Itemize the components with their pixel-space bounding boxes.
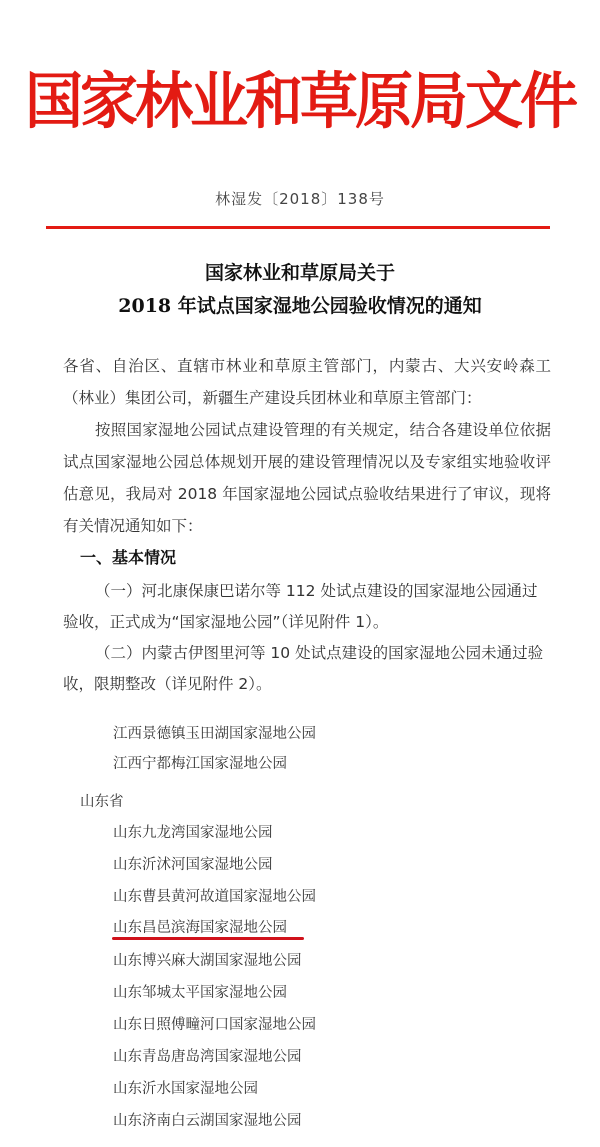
list-item: 山东日照傅疃河口国家湿地公园 (113, 1017, 316, 1033)
section-heading: 一、基本情况 (80, 548, 177, 567)
recipients (63, 350, 551, 414)
highlight-underline (112, 937, 304, 940)
item-1: （一）河北康保康巴诺尔等 112 处试点建设的国家湿地公园通过验收，正式成为“国家湿地公园”（详见附件 1）。 (63, 582, 538, 631)
list-item: 山东九龙湾国家湿地公园 (113, 825, 273, 841)
item-2: （二）内蒙古伊图里河等 10 处试点建设的国家湿地公园未通过验收，限期整改（详见附件 2）。 (63, 644, 544, 693)
list-item: 江西宁都梅江国家湿地公园 (113, 756, 287, 772)
list-item: 山东济南白云湖国家湿地公园 (113, 1113, 302, 1129)
intro-paragraph (63, 414, 551, 542)
document-number: 林湿发〔2018〕138号 (215, 190, 385, 208)
recipients-text: 各省、自治区、直辖市林业和草原主管部门，内蒙古、大兴安岭森工（林业）集团公司，新疆生产建设兵团林业和草原主管部门： (63, 357, 551, 407)
list-item: 江西景德镇玉田湖国家湿地公园 (113, 726, 316, 742)
list-item: 山东邹城太平国家湿地公园 (113, 985, 287, 1001)
list-item: 山东青岛唐岛湾国家湿地公园 (113, 1049, 302, 1065)
intro-text: 按照国家湿地公园试点建设管理的有关规定，结合各建设单位依据试点国家湿地公园总体规划开展的建设管理情况以及专家组实地验收评估意见，我局对 2018 年国家湿地公园试点验收结果进行了审议，现将有关情况通知如下： (63, 421, 551, 535)
notice-title-line1: 国家林业和草原局关于 (204, 262, 395, 284)
issuer-header: 国家林业和草原局文件 (24, 65, 575, 137)
list-item: 山东沂水国家湿地公园 (113, 1081, 258, 1097)
notice-title-line2: 2018 年试点国家湿地公园验收情况的通知 (118, 295, 482, 317)
list-item: 山东沂沭河国家湿地公园 (113, 857, 273, 873)
list-item: 山东曹县黄河故道国家湿地公园 (113, 889, 316, 905)
list-item: 山东博兴麻大湖国家湿地公园 (113, 953, 302, 969)
red-divider (46, 226, 550, 229)
province-label: 山东省 (80, 794, 124, 810)
basic-situation-items (63, 576, 551, 700)
list-item-highlighted: 山东昌邑滨海国家湿地公园 (113, 920, 287, 936)
